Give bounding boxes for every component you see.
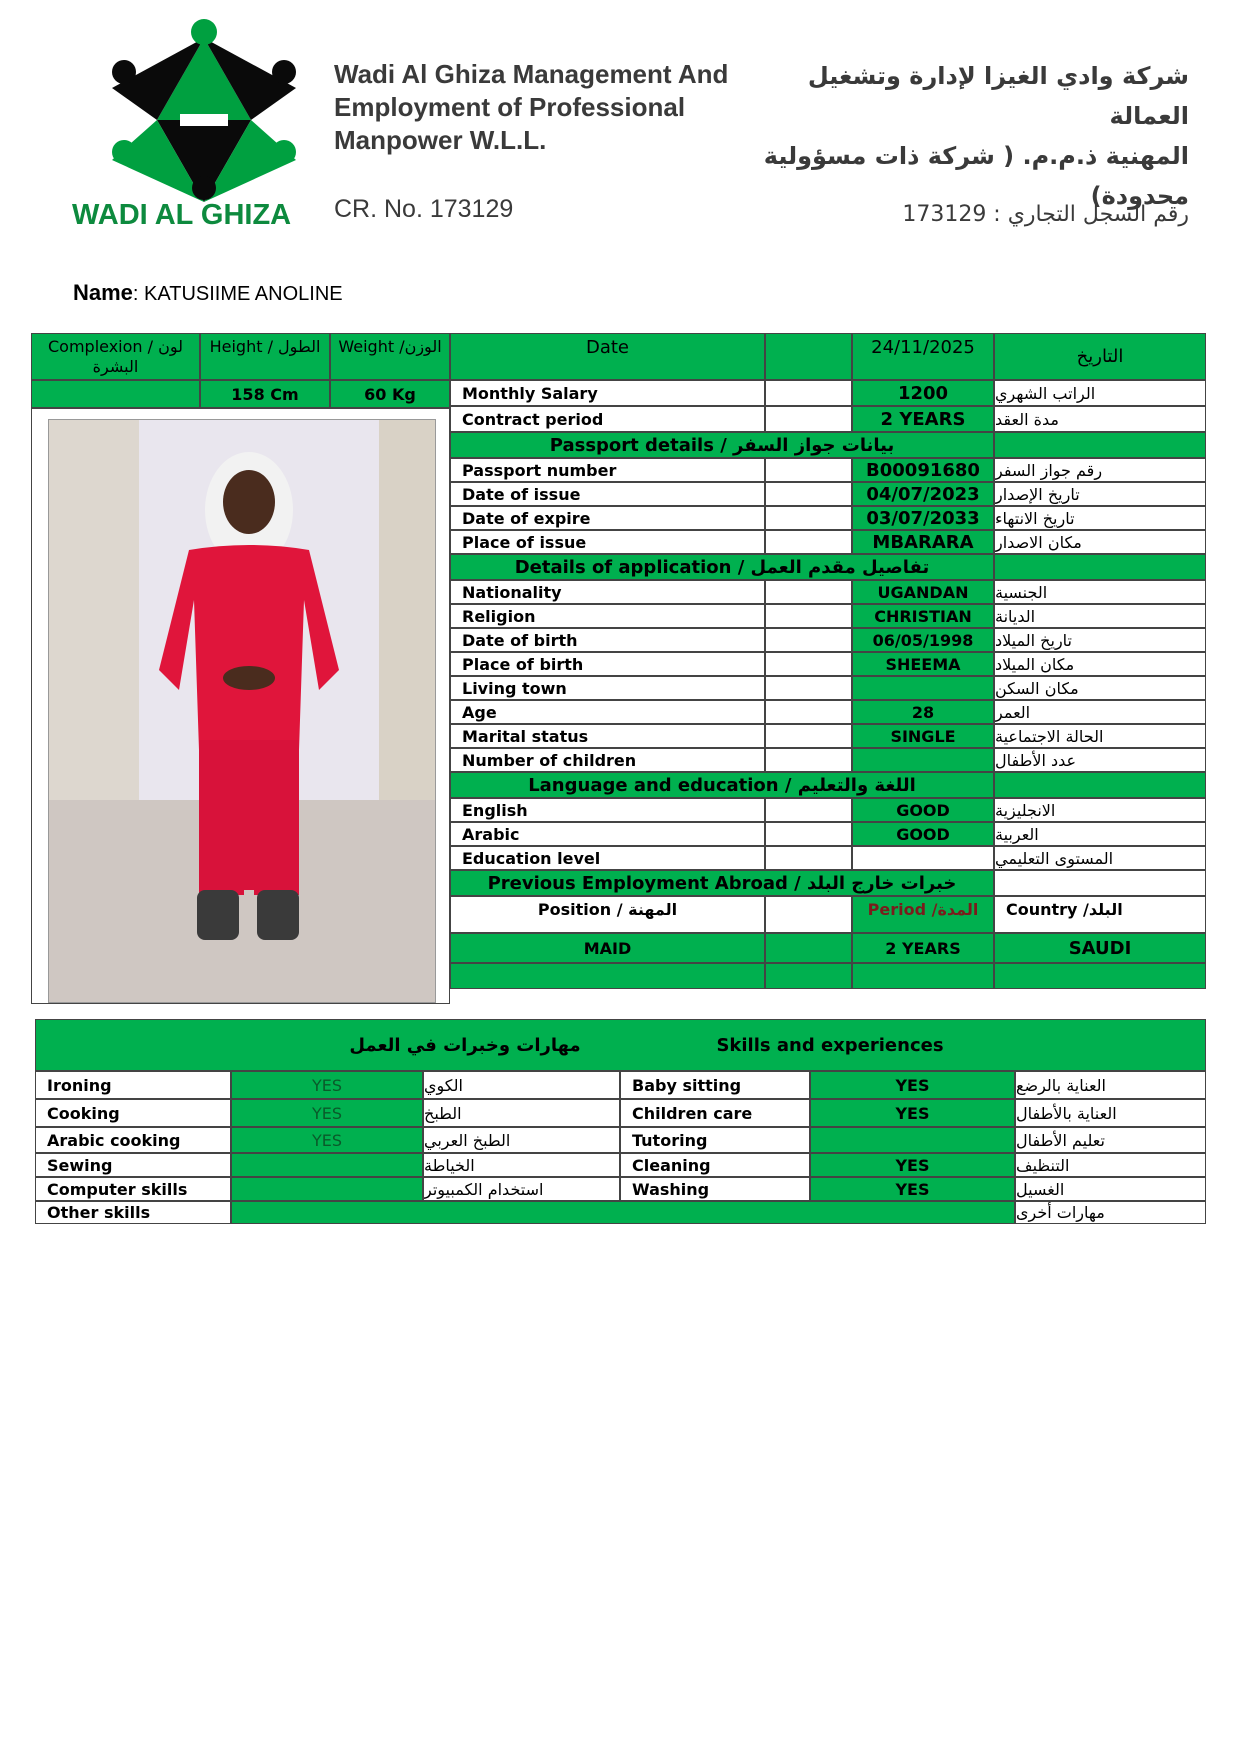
skill-washing-value: YES (810, 1177, 1015, 1201)
skill-computer-value (231, 1177, 423, 1201)
company-name-en-line: Employment of Professional (334, 92, 686, 122)
education-label: Education level (450, 846, 765, 870)
living-town-value (852, 676, 994, 700)
height-value: 158 Cm (200, 380, 330, 408)
empty-cell (765, 963, 852, 989)
religion-label-ar: الديانة (994, 604, 1206, 628)
place-of-issue-label: Place of issue (450, 530, 765, 554)
children-value (852, 748, 994, 772)
salary-label: Monthly Salary (450, 380, 765, 406)
living-town-label-ar: مكان السكن (994, 676, 1206, 700)
place-of-birth-label-ar: مكان الميلاد (994, 652, 1206, 676)
education-label-ar: المستوى التعليمي (994, 846, 1206, 870)
company-name-ar-line: شركة وادي الغيزا لإدارة وتشغيل العمالة (807, 62, 1189, 130)
living-town-label: Living town (450, 676, 765, 700)
place-of-issue-value: MBARARA (852, 530, 994, 554)
skill-arabic-cooking-label: Arabic cooking (35, 1127, 231, 1153)
company-logo (72, 10, 332, 245)
row-spacer (765, 458, 852, 482)
contract-spacer (765, 406, 852, 432)
skill-childcare-label: Children care (620, 1099, 810, 1127)
place-of-issue-label-ar: مكان الاصدار (994, 530, 1206, 554)
english-label-ar: الانجليزية (994, 798, 1206, 822)
section-spacer (994, 870, 1206, 896)
employment-section-title: Previous Employment Abroad / خبرات خارج البلد (450, 870, 994, 896)
cr-number-ar: رقم السجل التجاري : 173129 (902, 202, 1189, 227)
position-value: MAID (450, 933, 765, 963)
company-name-ar-line: المهنية ذ.م.م. ( شركة ذات مسؤولية (763, 142, 1189, 170)
english-label: English (450, 798, 765, 822)
religion-value: CHRISTIAN (852, 604, 994, 628)
row-spacer (765, 652, 852, 676)
contract-value: 2 YEARS (852, 406, 994, 432)
skill-computer-label-ar: استخدام الكمبيوتر (423, 1177, 620, 1201)
skill-arabic-cooking-value: YES (231, 1127, 423, 1153)
skill-sewing-value (231, 1153, 423, 1177)
row-spacer (765, 933, 852, 963)
row-spacer (765, 506, 852, 530)
weight-header: Weight /الوزن (330, 333, 450, 380)
company-name-en-line: Wadi Al Ghiza Management And (334, 59, 729, 89)
education-value (852, 846, 994, 870)
language-section-title: Language and education / اللغة والتعليم (450, 772, 994, 798)
applicant-photo (48, 419, 436, 1003)
skill-sewing-label-ar: الخياطة (423, 1153, 620, 1177)
skill-ironing-label-ar: الكوي (423, 1071, 620, 1099)
skills-title-en: Skills and experiences (716, 1034, 944, 1056)
row-spacer (765, 896, 852, 933)
skill-washing-label-ar: الغسيل (1015, 1177, 1206, 1201)
skill-tutoring-value (810, 1127, 1015, 1153)
children-label: Number of children (450, 748, 765, 772)
date-label: Date (450, 333, 765, 380)
row-spacer (765, 700, 852, 724)
expiry-date-value: 03/07/2033 (852, 506, 994, 530)
english-value: GOOD (852, 798, 994, 822)
nationality-label: Nationality (450, 580, 765, 604)
skill-cooking-label: Cooking (35, 1099, 231, 1127)
dob-value: 06/05/1998 (852, 628, 994, 652)
other-skills-label-ar: مهارات أخرى (1015, 1201, 1206, 1224)
row-spacer (765, 580, 852, 604)
complexion-value (31, 380, 200, 408)
country-header: Country /البلد (994, 896, 1206, 933)
company-name-en (334, 58, 728, 157)
cv-main-table (31, 333, 1206, 1004)
marital-status-value: SINGLE (852, 724, 994, 748)
skill-childcare-label-ar: العناية بالأطفال (1015, 1099, 1206, 1127)
place-of-birth-label: Place of birth (450, 652, 765, 676)
skill-cooking-label-ar: الطبخ (423, 1099, 620, 1127)
age-value: 28 (852, 700, 994, 724)
section-spacer (994, 432, 1206, 458)
passport-number-label-ar: رقم جواز السفر (994, 458, 1206, 482)
application-section-title: Details of application / تفاصيل مقدم العمل (450, 554, 994, 580)
position-header: Position / المهنة (450, 896, 765, 933)
skill-babysitting-label-ar: العناية بالرضع (1015, 1071, 1206, 1099)
marital-status-label: Marital status (450, 724, 765, 748)
skill-cleaning-label-ar: التنظيف (1015, 1153, 1206, 1177)
date-value: 24/11/2025 (852, 333, 994, 380)
nationality-value: UGANDAN (852, 580, 994, 604)
skill-babysitting-value: YES (810, 1071, 1015, 1099)
other-skills-value (231, 1201, 1015, 1224)
expiry-date-label: Date of expire (450, 506, 765, 530)
issue-date-label: Date of issue (450, 482, 765, 506)
skills-header-bar (35, 1019, 1206, 1071)
passport-section-title: Passport details / بيانات جواز السفر (450, 432, 994, 458)
salary-spacer (765, 380, 852, 406)
issue-date-value: 04/07/2023 (852, 482, 994, 506)
company-name-en-line: Manpower W.L.L. (334, 125, 547, 155)
row-spacer (765, 822, 852, 846)
arabic-label-ar: العربية (994, 822, 1206, 846)
contract-label: Contract period (450, 406, 765, 432)
applicant-name-line: Name: KATUSIIME ANOLINE (73, 280, 343, 305)
skill-cooking-value: YES (231, 1099, 423, 1127)
row-spacer (765, 748, 852, 772)
empty-cell (994, 963, 1206, 989)
skill-tutoring-label-ar: تعليم الأطفال (1015, 1127, 1206, 1153)
contract-label-ar: مدة العقد (994, 406, 1206, 432)
row-spacer (765, 676, 852, 700)
arabic-value: GOOD (852, 822, 994, 846)
skill-ironing-label: Ironing (35, 1071, 231, 1099)
age-label-ar: العمر (994, 700, 1206, 724)
passport-number-label: Passport number (450, 458, 765, 482)
salary-label-ar: الراتب الشهري (994, 380, 1206, 406)
religion-label: Religion (450, 604, 765, 628)
issue-date-label-ar: تاريخ الإصدار (994, 482, 1206, 506)
skill-sewing-label: Sewing (35, 1153, 231, 1177)
row-spacer (765, 530, 852, 554)
other-skills-label: Other skills (35, 1201, 231, 1224)
children-label-ar: عدد الأطفال (994, 748, 1206, 772)
date-spacer (765, 333, 852, 380)
cr-number-en: CR. No. 173129 (334, 195, 514, 223)
height-header: Height / الطول (200, 333, 330, 380)
place-of-birth-value: SHEEMA (852, 652, 994, 676)
period-header: Period /المدة (852, 896, 994, 933)
empty-cell (450, 963, 765, 989)
dob-label: Date of birth (450, 628, 765, 652)
passport-number-value: B00091680 (852, 458, 994, 482)
skills-title-ar: مهارات وخبرات في العمل (349, 1034, 581, 1056)
skill-cleaning-value: YES (810, 1153, 1015, 1177)
marital-status-label-ar: الحالة الاجتماعية (994, 724, 1206, 748)
name-label: Name (73, 280, 133, 305)
section-spacer (994, 772, 1206, 798)
expiry-date-label-ar: تاريخ الانتهاء (994, 506, 1206, 530)
skill-computer-label: Computer skills (35, 1177, 231, 1201)
row-spacer (765, 798, 852, 822)
skill-childcare-value: YES (810, 1099, 1015, 1127)
skill-cleaning-label: Cleaning (620, 1153, 810, 1177)
skill-washing-label: Washing (620, 1177, 810, 1201)
complexion-header: Complexion / لون البشرة (31, 333, 200, 380)
date-label-ar: التاريخ (994, 333, 1206, 380)
skill-babysitting-label: Baby sitting (620, 1071, 810, 1099)
salary-value: 1200 (852, 380, 994, 406)
row-spacer (765, 846, 852, 870)
empty-cell (852, 963, 994, 989)
company-name-ar-line: محدودة) (1090, 182, 1189, 210)
row-spacer (765, 482, 852, 506)
skill-ironing-value: YES (231, 1071, 423, 1099)
country-value: SAUDI (994, 933, 1206, 963)
arabic-label: Arabic (450, 822, 765, 846)
company-name-ar (729, 56, 1189, 216)
row-spacer (765, 604, 852, 628)
period-value: 2 YEARS (852, 933, 994, 963)
skills-table (35, 1019, 1206, 1224)
skill-tutoring-label: Tutoring (620, 1127, 810, 1153)
row-spacer (765, 724, 852, 748)
weight-value: 60 Kg (330, 380, 450, 408)
logo-text: WADI AL GHIZA (72, 199, 292, 231)
row-spacer (765, 628, 852, 652)
nationality-label-ar: الجنسية (994, 580, 1206, 604)
section-spacer (994, 554, 1206, 580)
age-label: Age (450, 700, 765, 724)
applicant-name: KATUSIIME ANOLINE (144, 283, 343, 305)
skill-arabic-cooking-label-ar: الطبخ العربي (423, 1127, 620, 1153)
dob-label-ar: تاريخ الميلاد (994, 628, 1206, 652)
